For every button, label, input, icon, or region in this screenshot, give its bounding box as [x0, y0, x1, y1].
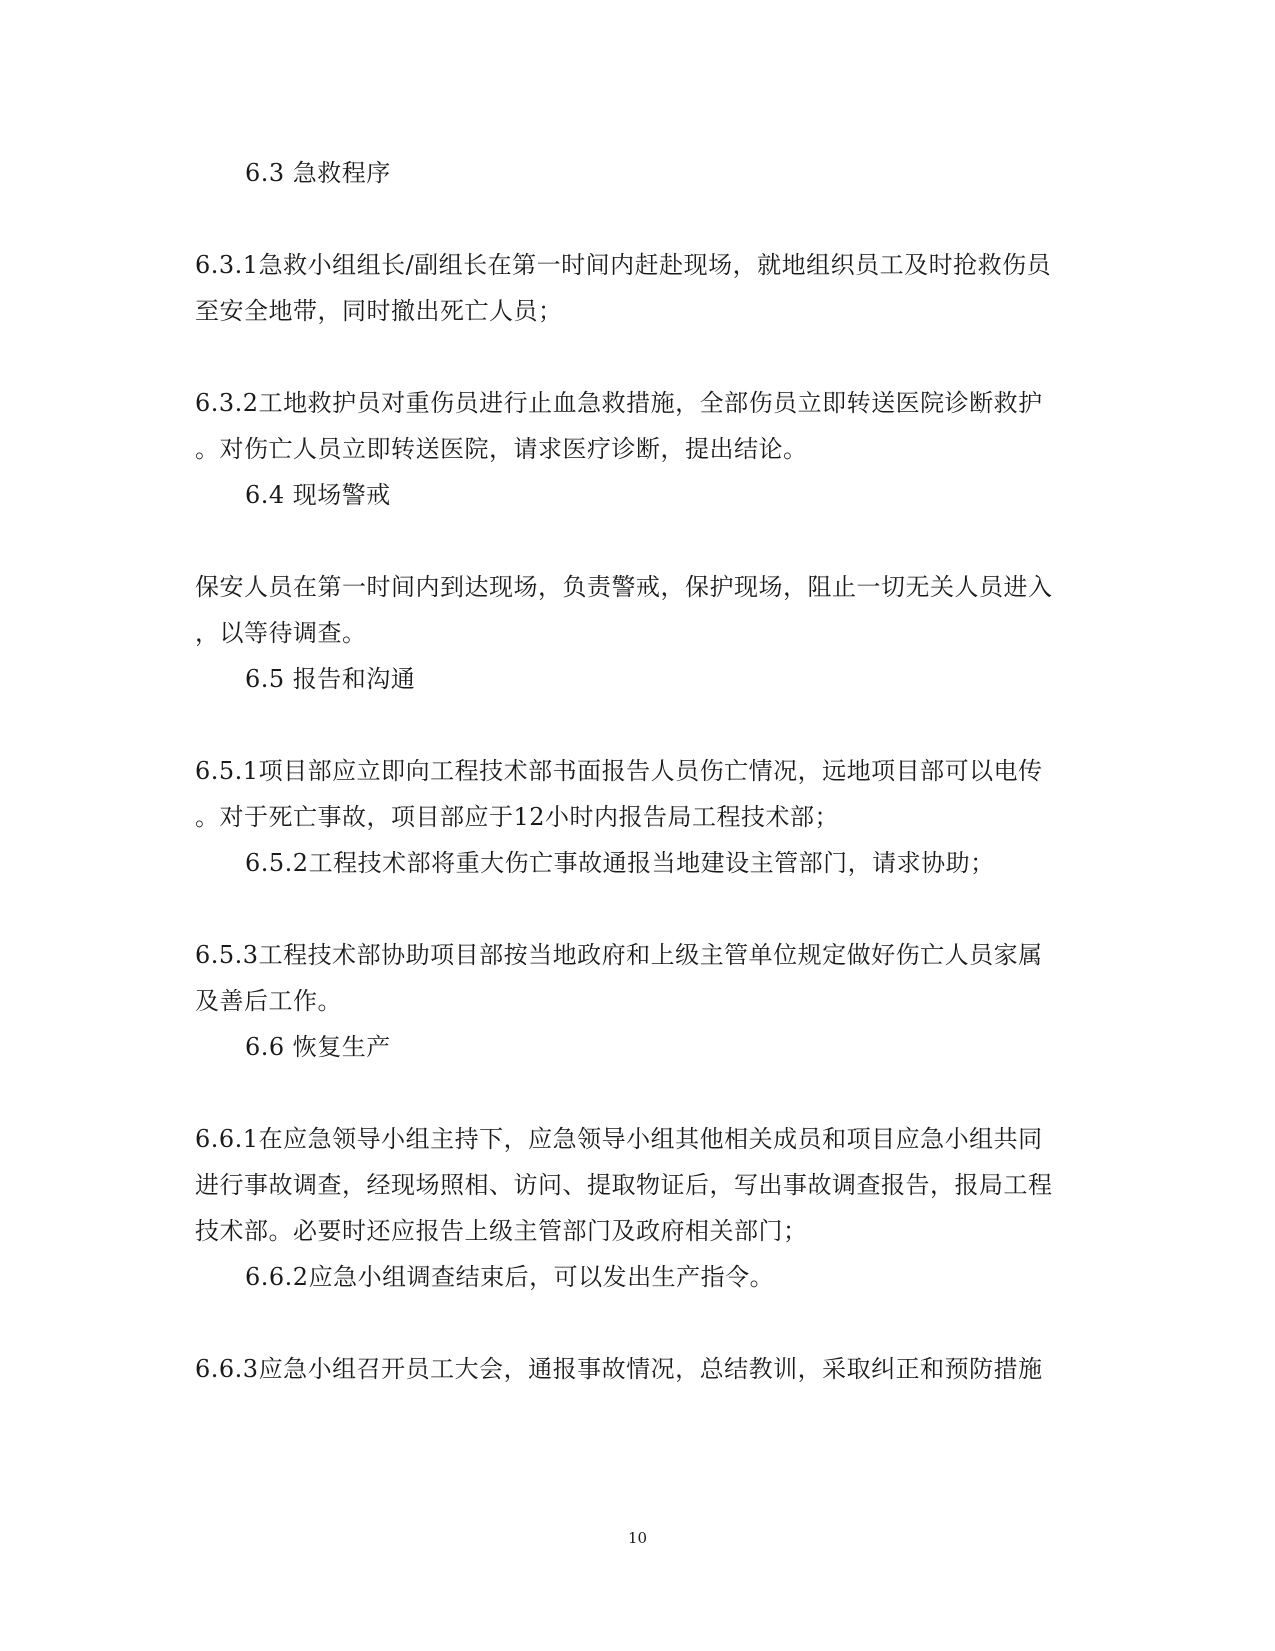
- heading-6-4: 6.4 现场警戒: [245, 481, 391, 509]
- paragraph-6-3-2-line-1: 6.3.2工地救护员对重伤员进行止血急救措施，全部伤员立即转送医院诊断救护: [195, 389, 1043, 417]
- paragraph-6-6-2: 6.6.2应急小组调查结束后，可以发出生产指令。: [245, 1263, 775, 1291]
- heading-6-3: 6.3 急救程序: [245, 159, 391, 187]
- paragraph-6-4-line-1: 保安人员在第一时间内到达现场，负责警戒，保护现场，阻止一切无关人员进入: [195, 573, 1053, 601]
- paragraph-6-5-2: 6.5.2工程技术部将重大伤亡事故通报当地建设主管部门，请求协助；: [245, 849, 995, 877]
- paragraph-6-5-3-line-2: 及善后工作。: [195, 987, 342, 1015]
- paragraph-6-3-2-line-2: 。对伤亡人员立即转送医院，请求医疗诊断，提出结论。: [195, 435, 808, 463]
- paragraph-6-5-3-line-1: 6.5.3工程技术部协助项目部按当地政府和上级主管单位规定做好伤亡人员家属: [195, 941, 1043, 969]
- paragraph-6-3-1-line-1: 6.3.1急救小组组长/副组长在第一时间内赶赴现场，就地组织员工及时抢救伤员: [195, 251, 1052, 279]
- page-number: 10: [627, 1529, 648, 1547]
- paragraph-6-6-1-line-3: 技术部。必要时还应报告上级主管部门及政府相关部门；: [195, 1217, 808, 1245]
- paragraph-6-5-1-line-2: 。对于死亡事故，项目部应于12小时内报告局工程技术部；: [195, 803, 840, 831]
- paragraph-6-4-line-2: ，以等待调查。: [195, 619, 367, 647]
- heading-6-5: 6.5 报告和沟通: [245, 665, 416, 693]
- heading-6-6: 6.6 恢复生产: [245, 1033, 391, 1061]
- paragraph-6-6-1-line-2: 进行事故调查，经现场照相、访问、提取物证后，写出事故调查报告，报局工程: [195, 1171, 1053, 1199]
- paragraph-6-5-1-line-1: 6.5.1项目部应立即向工程技术部书面报告人员伤亡情况，远地项目部可以电传: [195, 757, 1043, 785]
- paragraph-6-3-1-line-2: 至安全地带，同时撤出死亡人员；: [195, 297, 563, 325]
- paragraph-6-6-3-line-1: 6.6.3应急小组召开员工大会，通报事故情况，总结教训，采取纠正和预防措施: [195, 1355, 1043, 1383]
- paragraph-6-6-1-line-1: 6.6.1在应急领导小组主持下，应急领导小组其他相关成员和项目应急小组共同: [195, 1125, 1043, 1153]
